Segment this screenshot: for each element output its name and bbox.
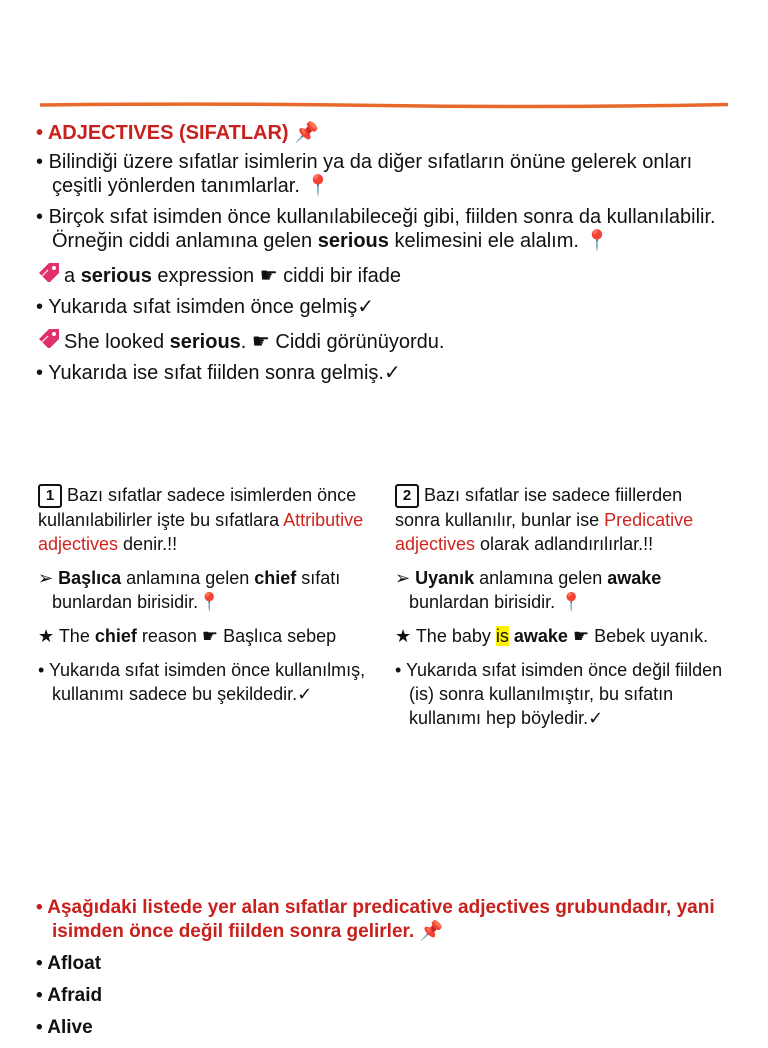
predicative-list-section bbox=[36, 896, 736, 1048]
star-icon: ★ bbox=[38, 626, 55, 646]
round-pin-icon: 📍 bbox=[305, 175, 331, 197]
note-predicative: • Yukarıda ise sıfat fiilden sonra gelmiş.✓ bbox=[36, 362, 401, 384]
attributive-term: Attributive adjectives bbox=[38, 510, 364, 554]
pushpin-icon: 📌 bbox=[419, 921, 444, 942]
attributive-note: • Yukarıda sıfat isimden önce kullanılmış, kullanımı sadece bu şekildedir.✓ bbox=[38, 660, 366, 704]
number-one-icon: 1 bbox=[38, 484, 62, 508]
list-heading: • Aşağıdaki listede yer alan sıfatlar predicative adjectives grubundadır, yani isimden önce değil fiilden sonra gelirler. 📌 bbox=[36, 897, 715, 942]
attributive-column bbox=[38, 483, 373, 716]
predicative-note: • Yukarıda sıfat isimden önce değil fiilden (is) sonra kullanılmıştır, bu sıfatın kullanımı hep böyledir.✓ bbox=[395, 660, 723, 728]
tag-icon bbox=[36, 326, 64, 354]
intro-section bbox=[36, 121, 736, 392]
pushpin-icon: 📌 bbox=[294, 122, 320, 144]
number-two-icon: 2 bbox=[395, 484, 419, 508]
arrow-bullet-icon: ➢ bbox=[395, 568, 411, 588]
arrow-bullet-icon: ➢ bbox=[38, 568, 54, 588]
attributive-example-word: ➢ Başlıca anlamına gelen chief sıfatı bunlardan birisidir.📍 bbox=[38, 568, 341, 612]
check-icon: ✓ bbox=[588, 708, 604, 728]
check-icon: ✓ bbox=[383, 362, 401, 384]
list-item: • Afloat bbox=[36, 953, 102, 974]
pointing-hand-icon: ☛ bbox=[201, 626, 219, 646]
list-item: • Afraid bbox=[36, 985, 103, 1006]
predicative-intro: 2 Bazı sıfatlar ise sadece fiillerden sonra kullanılır, bunlar ise Predicative adjectives olarak adlandırılırlar.!! bbox=[395, 485, 694, 554]
intro-paragraph-2: • Birçok sıfat isimden önce kullanılabileceği gibi, fiilden sonra da kullanılabilir. Örneğin ciddi anlamına gelen serious kelimesini ele alalım. 📍 bbox=[36, 206, 716, 252]
pointing-hand-icon: ☛ bbox=[251, 331, 270, 353]
highlighted-verb: is bbox=[495, 626, 509, 646]
check-icon: ✓ bbox=[297, 684, 313, 704]
round-pin-icon: 📍 bbox=[584, 230, 610, 252]
intro-paragraph-1: • Bilindiği üzere sıfatlar isimlerin ya da diğer sıfatların önüne gelerek onları çeşitli yönlerden tanımlarlar. 📍 bbox=[36, 151, 693, 197]
accent-divider-line bbox=[40, 101, 728, 109]
list-item: • Alive bbox=[36, 1017, 93, 1038]
predicative-example-sentence: ★ The baby is awake ☛ Bebek uyanık. bbox=[395, 626, 709, 646]
attributive-example-sentence: ★ The chief reason ☛ Başlıca sebep bbox=[38, 626, 337, 646]
tag-icon bbox=[36, 260, 64, 288]
heading-text: ADJECTIVES (SIFATLAR) bbox=[47, 122, 289, 144]
note-attributive: • Yukarıda sıfat isimden önce gelmiş✓ bbox=[36, 296, 375, 318]
round-pin-icon: 📍 bbox=[560, 592, 583, 612]
pointing-hand-icon: ☛ bbox=[259, 265, 278, 287]
example-predicative: She looked serious. ☛ Ciddi görünüyordu. bbox=[36, 326, 736, 354]
example-attributive: a serious expression ☛ ciddi bir ifade bbox=[36, 260, 736, 288]
predicative-term: Predicative adjectives bbox=[395, 510, 694, 554]
section-heading: • ADJECTIVES (SIFATLAR) 📌 bbox=[36, 122, 320, 144]
predicative-column bbox=[395, 483, 730, 740]
round-pin-icon: 📍 bbox=[198, 592, 221, 612]
attributive-intro: 1 Bazı sıfatlar sadece isimlerden önce kullanılabilirler işte bu sıfatlara Attributive adjectives denir.!! bbox=[38, 485, 364, 554]
pointing-hand-icon: ☛ bbox=[572, 626, 590, 646]
star-icon: ★ bbox=[395, 626, 412, 646]
check-icon: ✓ bbox=[357, 296, 375, 318]
predicative-example-word: ➢ Uyanık anlamına gelen awake bunlardan birisidir. 📍 bbox=[395, 568, 662, 612]
